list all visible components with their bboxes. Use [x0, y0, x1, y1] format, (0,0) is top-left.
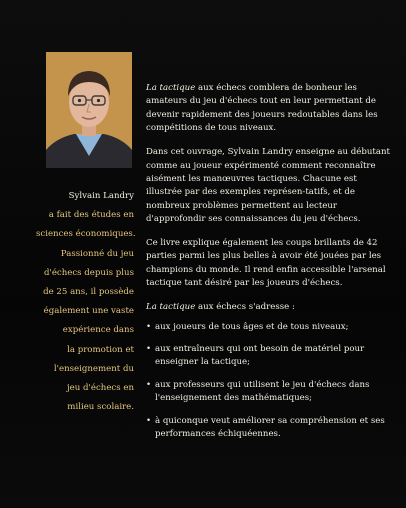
list-item: [146, 343, 394, 370]
list-item-text: à quiconque veut améliorer sa compréhension et ses performances échiquéennes.: [155, 415, 385, 440]
bullet-icon: •: [146, 321, 152, 332]
bio-line: l'enseignement du: [53, 363, 134, 374]
list-item-text: aux entraîneurs qui ont besoin de matériel pour enseigner la tactique;: [155, 344, 365, 368]
list-item: [146, 379, 394, 406]
bio-line: jeu d'échecs en: [67, 383, 134, 394]
paragraph-intro: [146, 82, 394, 136]
list-item-text: aux professeurs qui utilisent le jeu d'échecs dans l'enseignement des mathématiques;: [155, 379, 370, 404]
audience-list: [146, 321, 394, 442]
author-bio: [36, 187, 134, 417]
book-description: [146, 82, 394, 450]
audience-heading-text: aux échecs s'adresse :: [195, 302, 295, 313]
author-name: Sylvain Landry: [68, 191, 134, 201]
list-item: [146, 321, 394, 334]
bio-line: de 25 ans, il possède: [43, 287, 134, 298]
bio-line: milieu scolaire.: [67, 402, 134, 413]
bullet-icon: •: [146, 379, 152, 390]
bullet-icon: •: [146, 344, 152, 354]
list-item-text: aux joueurs de tous âges et de tous niveaux;: [155, 321, 349, 332]
book-title-italic: La tactique: [146, 83, 196, 93]
paragraph-games: Ce livre explique également les coups brillants de 42 parties parmi les plus belles à avoir été jouées par les champions du monde. Il rend enfin accessible l'arsenal tactique tant désiré par les joueurs d'échecs.: [146, 238, 386, 289]
list-item: [146, 415, 394, 442]
bio-line: la promotion et: [67, 344, 134, 355]
bio-line: également une vaste: [43, 306, 134, 317]
book-title-italic: La tactique: [146, 302, 196, 313]
author-portrait-icon: [46, 52, 132, 168]
bio-line: Passionné du jeu: [60, 248, 134, 259]
bio-line: sciences économiques.: [36, 229, 136, 240]
bio-line: d'échecs depuis plus: [43, 267, 134, 278]
bio-line: expérience dans: [62, 325, 134, 336]
audience-heading: [146, 301, 394, 314]
paragraph-content: Dans cet ouvrage, Sylvain Landry enseigne au débutant comme au joueur expérimenté comment reconnaître aisément les manœuvres tactiques. Chacune est illustrée par des exemples représen-tatifs, et de nombreux problèmes permettent au lecteur d'approfondir ses connaissances du jeu d'échecs.: [146, 147, 390, 225]
bullet-icon: •: [146, 415, 152, 426]
paragraph-text: aux échecs comblera de bonheur les amateurs du jeu d'échecs tout en leur permettant de devenir rapidement des joueurs redoutables dans les compétitions de tous niveaux.: [146, 83, 378, 134]
bio-line: a fait des études en: [48, 210, 134, 221]
author-photo: [46, 52, 132, 168]
